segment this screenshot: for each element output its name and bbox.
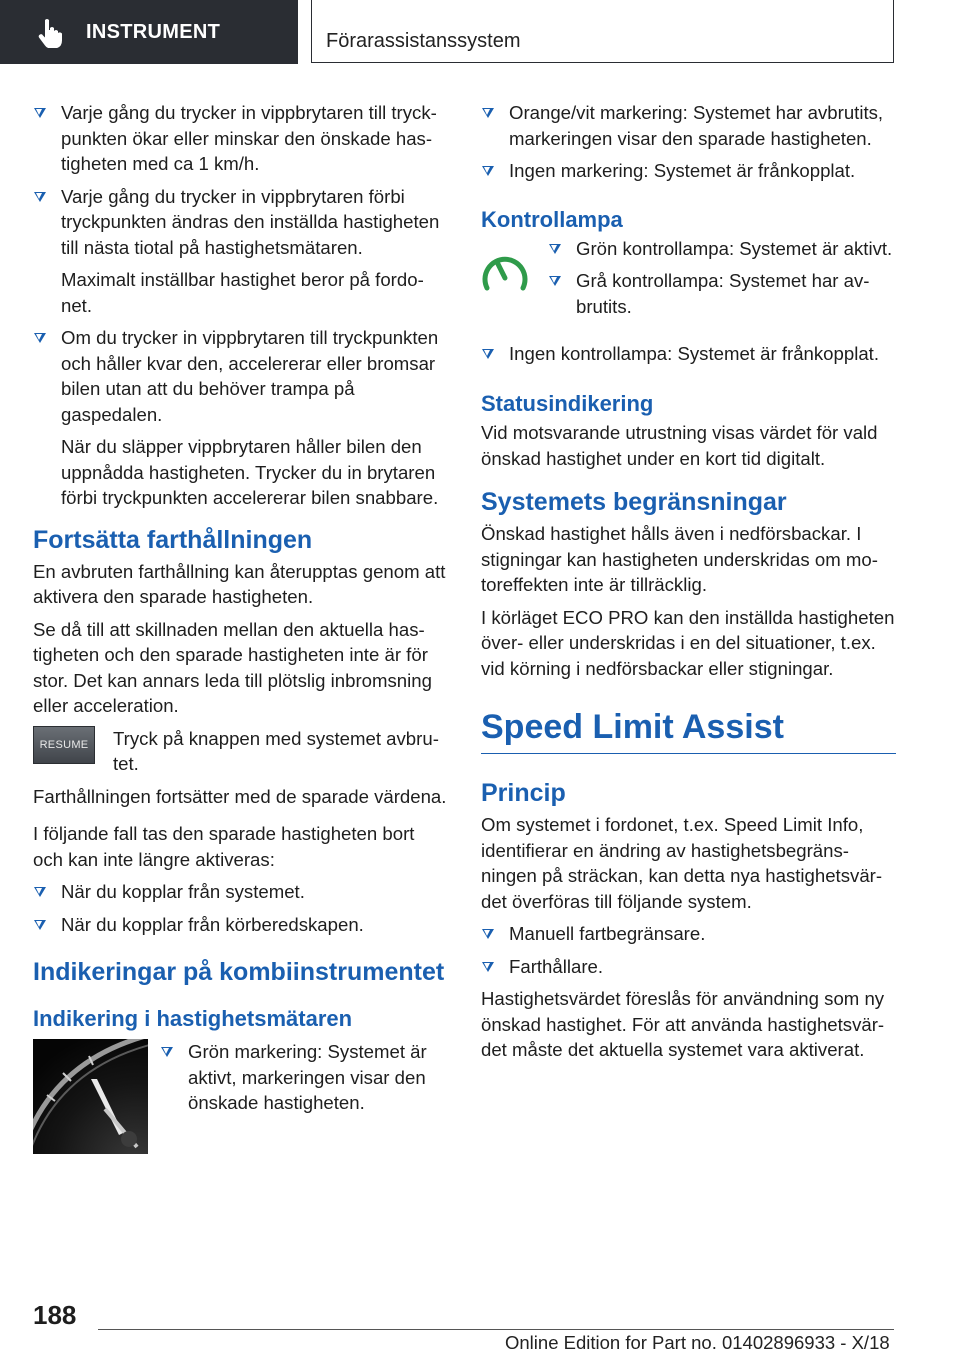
paragraph: Hastighetsvärdet föreslås för användning som ny önskad hastighet. För att använda hastighetsvärdet måste det aktuella systemet vara aktiverat. bbox=[481, 988, 885, 1060]
heading-indicator-lamp: Kontrollampa bbox=[481, 206, 623, 232]
list-item: Ingen markering: Systemet är frånkopplat. bbox=[481, 158, 896, 184]
paragraph: Farthållningen fortsätter med de sparade värdena. bbox=[33, 785, 447, 807]
heading-speed-limit-assist: Speed Limit Assist bbox=[481, 705, 896, 754]
list-item: När du kopplar från körberedskapen. bbox=[33, 912, 448, 938]
bullet-triangle-icon bbox=[34, 192, 46, 202]
heading-principle: Princip bbox=[481, 779, 566, 807]
list-item: Grön kontrollampa: Systemet är aktivt. bbox=[548, 236, 896, 262]
header-section-tab bbox=[0, 0, 298, 64]
heading-status: Statusindikering bbox=[481, 391, 654, 416]
heading-resume: Fortsätta farthållningen bbox=[33, 525, 313, 554]
speedometer-photo bbox=[33, 1039, 148, 1154]
paragraph: Vid motsvarande utrustning visas värdet för vald önskad hastighet under en kort tid digitalt. bbox=[481, 422, 878, 469]
bullet-triangle-icon bbox=[34, 333, 46, 343]
speedometer-indication bbox=[33, 1039, 448, 1157]
bullet-triangle-icon bbox=[482, 349, 494, 359]
footer-divider bbox=[98, 1329, 894, 1330]
left-column bbox=[33, 100, 448, 1157]
resume-instruction: RESUME Tryck på knappen med systemet avbrutet. bbox=[33, 726, 448, 777]
paragraph: Önskad hastighet hålls även i nedförsbackar. I stigningar kan hastigheten underskridas om motoreffekten inte är tillräcklig. bbox=[481, 523, 878, 595]
bullet-triangle-icon bbox=[34, 108, 46, 118]
list-item: Manuell fartbegränsare. bbox=[481, 921, 896, 947]
speedometer-marking-image bbox=[33, 1039, 148, 1154]
list-item: Varje gång du trycker in vippbrytaren förbi tryckpunkten ändras den inställda hastigheten till nästa tiotal på hastighetsmätaren. bbox=[33, 184, 448, 261]
header-topic-tab bbox=[311, 0, 894, 63]
bullet-triangle-icon bbox=[482, 166, 494, 176]
cruise-control-lamp-icon bbox=[481, 252, 529, 292]
page-number: 188 bbox=[33, 1300, 77, 1330]
hand-pointer-icon bbox=[36, 18, 64, 48]
list-item: Grå kontrollampa: Systemet har avbrutits. bbox=[548, 268, 896, 319]
list-item: Om du trycker in vippbrytaren till tryckpunkten och håller kvar den, accelererar eller bromsar bilen utan att du behöver trampa på gaspedalen. bbox=[33, 325, 448, 427]
paragraph: I följande fall tas den sparade hastigheten bort och kan inte längre aktiveras: bbox=[33, 823, 415, 870]
heading-speedometer: Indikering i hastighetsmätaren bbox=[33, 1006, 353, 1031]
bullet-triangle-icon bbox=[482, 929, 494, 939]
paragraph: Om systemet i fordonet, t.ex. Speed Limit Info, identifierar en ändring av hastighetsbegränsningen på sträckan, kan detta nya hastighetsvärdet överföras till följande system. bbox=[481, 814, 883, 912]
list-item: När du kopplar från systemet. bbox=[33, 879, 448, 905]
bullet-triangle-icon bbox=[34, 920, 46, 930]
resume-button-image: RESUME bbox=[33, 726, 95, 764]
bullet-continuation: När du släpper vippbrytaren håller bilen den uppnådda hastigheten. Trycker du in brytaren förbi tryckpunkten accelererar bilen snabbare. bbox=[61, 436, 439, 508]
bullet-triangle-icon bbox=[549, 244, 561, 254]
section-title: INSTRUMENT bbox=[86, 21, 221, 43]
bullet-triangle-icon bbox=[482, 108, 494, 118]
indicator-lamp-row bbox=[481, 236, 896, 341]
edition-note: Online Edition for Part no. 01402896933 - X/18 bbox=[505, 1332, 890, 1353]
bullet-triangle-icon bbox=[161, 1047, 173, 1057]
heading-limits: Systemets begränsningar bbox=[481, 488, 787, 516]
list-item: Ingen kontrollampa: Systemet är frånkopplat. bbox=[481, 341, 896, 367]
paragraph: Se då till att skillnaden mellan den aktuella hastigheten och den sparade hastigheten inte är för stor. Det kan annars leda till plötslig inbromsning eller acceleration. bbox=[33, 618, 432, 716]
right-column bbox=[481, 100, 896, 1070]
list-item: Orange/vit markering: Systemet har avbrutits, markeringen visar den sparade hastigheten. bbox=[481, 100, 896, 151]
bullet-triangle-icon bbox=[34, 887, 46, 897]
list-item: Varje gång du trycker in vippbrytaren till tryckpunkten ökar eller minskar den önskade hastigheten med ca 1 km/h. bbox=[33, 100, 448, 177]
bullet-triangle-icon bbox=[549, 276, 561, 286]
paragraph: En avbruten farthållning kan återupptas genom att aktivera den sparade hastigheten. bbox=[33, 560, 446, 607]
list-item: Farthållare. bbox=[481, 954, 896, 980]
list-item: Grön markering: Systemet är aktivt, markeringen visar den önskade hastigheten. bbox=[160, 1039, 448, 1116]
paragraph: I körläget ECO PRO kan den inställda hastigheten över- eller underskridas i en del situationer, t.ex. vid körning i nedförsbackar eller stigningar. bbox=[481, 606, 895, 679]
topic-title: Förarassistanssystem bbox=[326, 30, 521, 52]
bullet-triangle-icon bbox=[482, 962, 494, 972]
bullet-continuation: Maximalt inställbar hastighet beror på fordonet. bbox=[61, 269, 424, 316]
heading-indications: Indikeringar på kombiinstrumentet bbox=[33, 958, 445, 986]
